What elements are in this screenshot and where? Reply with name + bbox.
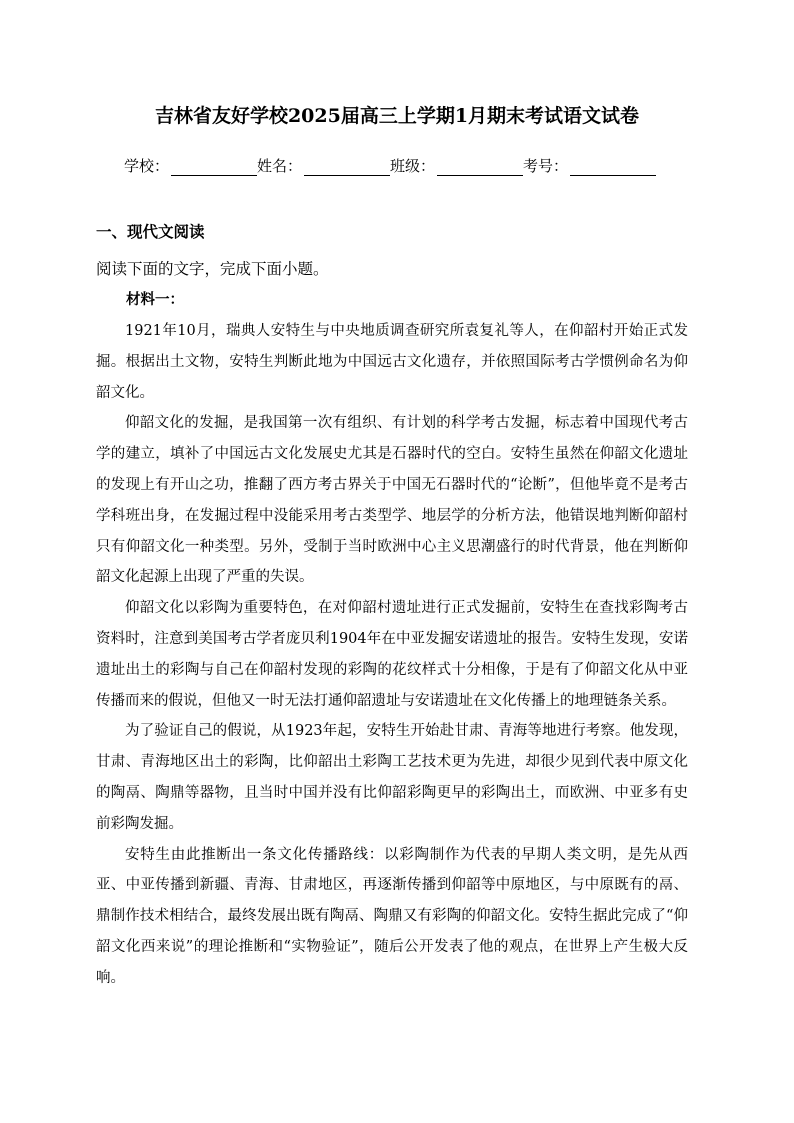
paragraph: 仰韶文化以彩陶为重要特色，在对仰韶村遗址进行正式发掘前，安特生在查找彩陶考古资料时，注意到美国考古学者庞贝利1904年在中亚发掘安诺遗址的报告。安特生发现，安诺遗址出土的彩陶与自己在仰韶村发现的彩陶的花纹样式十分相像，于是有了仰韶文化从中亚传播而来的假说，但他又一时无法打通仰韶遗址与安诺遗址在文化传播上的地理链条关系。	[96, 600, 688, 709]
class-field	[390, 155, 523, 176]
school-field	[124, 155, 257, 176]
document-title: 吉林省友好学校2025届高三上学期1月期末考试语文试卷	[154, 105, 640, 127]
paragraph: 安特生由此推断出一条文化传播路线：以彩陶制作为代表的早期人类文明，是先从西亚、中亚传播到新疆、青海、甘肃地区，再逐渐传播到仰韶等中原地区，与中原既有的鬲、鼎制作技术相结合，最终发展出既有陶鬲、陶鼎又有彩陶的仰韶文化。安特生据此完成了“仰韶文化西来说”的理论推断和“实物验证”，随后公开发表了他的观点，在世界上产生极大反响。	[96, 846, 688, 986]
name-blank	[304, 157, 390, 176]
reading-instruction: 阅读下面的文字，完成下面小题。	[96, 260, 329, 278]
exam-number-label: 考号：	[523, 157, 569, 175]
section-heading: 一、现代文阅读	[96, 223, 205, 241]
paragraph: 仰韶文化的发掘，是我国第一次有组织、有计划的科学考古发掘，标志着中国现代考古学的建立，填补了中国远古文化发展史尤其是石器时代的空白。安特生虽然在仰韶文化遗址的发现上有开山之功，推翻了西方考古界关于中国无石器时代的“论断”，但他毕竟不是考古学科班出身，在发掘过程中没能采用考古类型学、地层学的分析方法，他错误地判断仰韶村只有仰韶文化一种类型。另外，受制于当时欧洲中心主义思潮盛行的时代背景，他在判断仰韶文化起源上出现了严重的失误。	[96, 415, 688, 586]
name-field	[257, 155, 390, 176]
paragraph: 为了验证自己的假说，从1923年起，安特生开始赴甘肃、青海等地进行考察。他发现，甘肃、青海地区出土的彩陶，比仰韶出土彩陶工艺技术更为先进，却很少见到代表中原文化的陶鬲、陶鼎等器物，且当时中国并没有比仰韶彩陶更早的彩陶出土，而欧洲、中亚多有史前彩陶发掘。	[96, 723, 688, 832]
exam-number-field	[523, 155, 656, 176]
school-label: 学校：	[124, 157, 170, 175]
class-label: 班级：	[390, 157, 436, 175]
student-info-line	[124, 150, 684, 176]
paragraph: 1921年10月，瑞典人安特生与中央地质调查研究所袁复礼等人，在仰韶村开始正式发掘。根据出土文物，安特生判断此地为中国远古文化遗存，并依照国际考古学惯例命名为仰韶文化。	[96, 323, 688, 401]
class-blank	[437, 157, 523, 176]
exam-number-blank	[570, 157, 656, 176]
school-blank	[171, 157, 257, 176]
material-body	[96, 316, 688, 994]
name-label: 姓名：	[257, 157, 303, 175]
material-label: 材料一：	[126, 292, 184, 308]
